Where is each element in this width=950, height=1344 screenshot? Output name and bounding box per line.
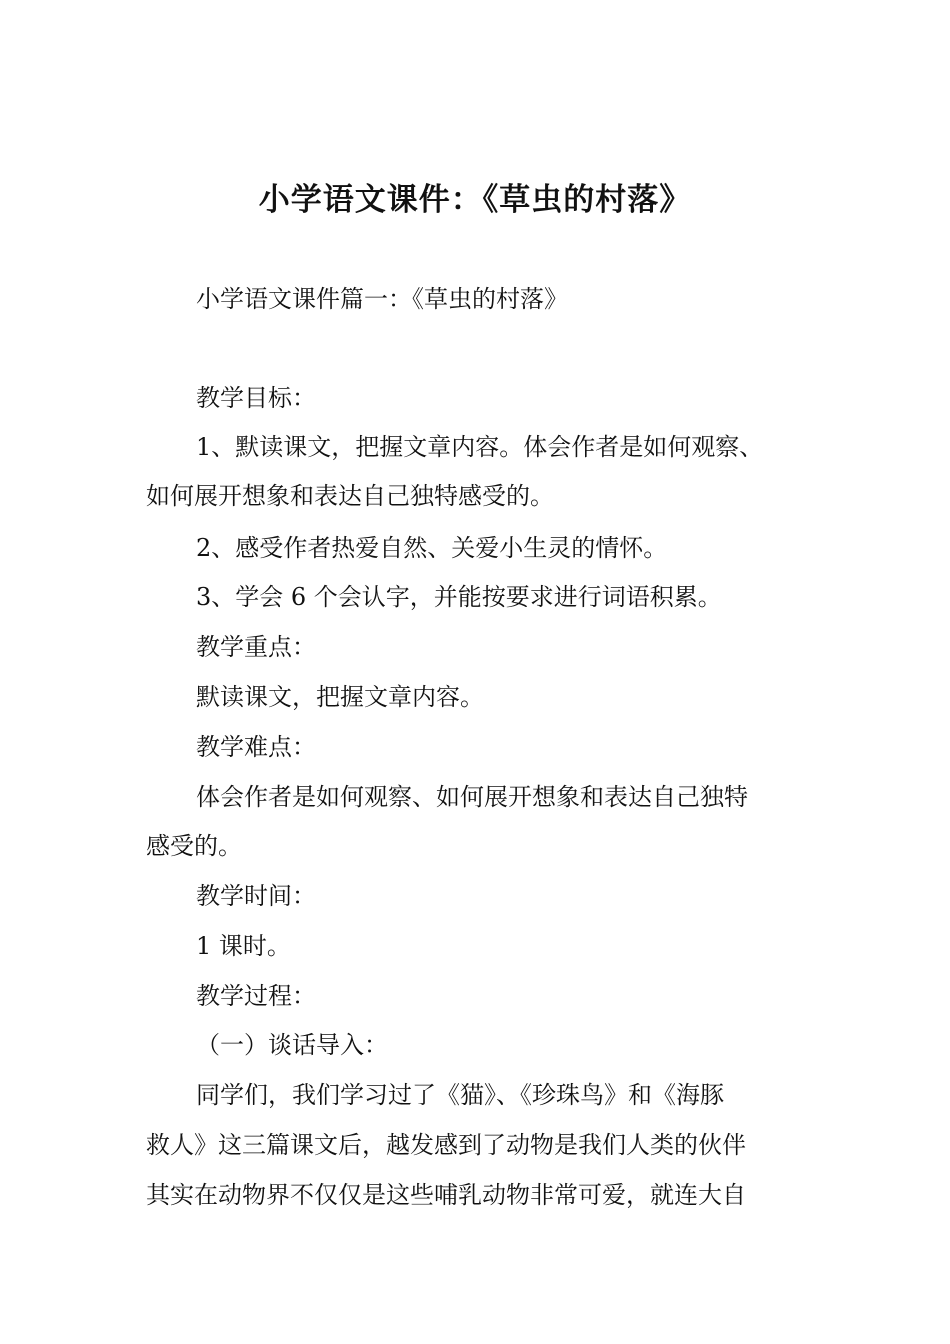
goal-1-line-1: 1、默读课文，把握文章内容。体会作者是如何观察、 xyxy=(196,433,764,461)
key-points-text: 默读课文，把握文章内容。 xyxy=(196,683,484,711)
difficulties-line-1: 体会作者是如何观察、如何展开想象和表达自己独特 xyxy=(196,783,748,811)
paragraph-line-3: 其实在动物界不仅仅是这些哺乳动物非常可爱，就连大自 xyxy=(146,1181,746,1209)
paragraph-line-2: 救人》这三篇课文后，越发感到了动物是我们人类的伙伴 xyxy=(146,1131,746,1159)
teaching-time-text: 1 课时。 xyxy=(196,932,291,960)
heading-teaching-time: 教学时间： xyxy=(196,882,316,910)
goal-2: 2、感受作者热爱自然、关爱小生灵的情怀。 xyxy=(196,534,668,562)
paragraph-line-1: 同学们，我们学习过了《猫》、《珍珠鸟》和《海豚 xyxy=(196,1081,724,1109)
goal-1-line-2: 如何展开想象和表达自己独特感受的。 xyxy=(146,482,554,510)
document-title: 小学语文课件：《草虫的村落》 xyxy=(258,182,692,218)
heading-teaching-goals: 教学目标： xyxy=(196,384,316,412)
goal-3: 3、学会 6 个会认字，并能按要求进行词语积累。 xyxy=(196,583,722,611)
heading-difficulties: 教学难点： xyxy=(196,733,316,761)
difficulties-line-2: 感受的。 xyxy=(146,832,242,860)
section-heading: 小学语文课件篇一：《草虫的村落》 xyxy=(196,285,568,313)
heading-key-points: 教学重点： xyxy=(196,633,316,661)
step-1-heading: （一）谈话导入： xyxy=(196,1031,388,1059)
heading-teaching-process: 教学过程： xyxy=(196,982,316,1010)
